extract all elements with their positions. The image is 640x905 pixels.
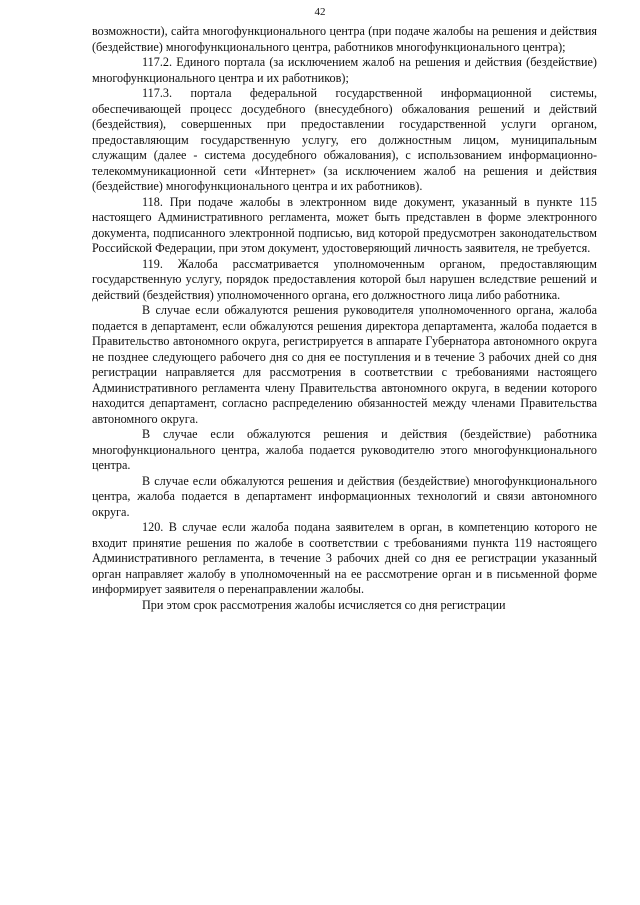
paragraph-119-case-mfc: В случае если обжалуются решения и действия (бездействие) многофункционального центра, жалоба подается в департамент информационных технологий и связи автономного округа. bbox=[92, 473, 597, 519]
paragraph-continuation: возможности), сайта многофункционального центра (при подаче жалобы на решения и действия (бездействие) многофункционального центра, работников многофункционального центра); bbox=[92, 24, 597, 54]
paragraph-117-3: 117.3. портала федеральной государственной информационной системы, обеспечивающей процесс досудебного (внесудебного) обжалования решений и действий (бездействия), совершенных при предоставлении государственной услуги органом, предоставляющим государственную услугу, его должностным лицом, муниципальным служащим (далее - система досудебного обжалования), с использованием информационно-телекоммуникационной сети «Интернет» (за исключением жалоб на решения и действия (бездействие) многофункционального центра и их работников). bbox=[92, 86, 597, 193]
paragraph-119-case-director: В случае если обжалуются решения руководителя уполномоченного органа, жалоба подается в департамент, если обжалуются решения директора департамента, жалоба подается в Правительство автономного округа, регистрируется в аппарате Губернатора автономного округа не позднее следующего рабочего дня со дня ее поступления и в течение 3 рабочих дней со дня регистрации направляется для рассмотрения в соответствии с требованиями настоящего Административного регламента члену Правительства автономного округа, в ведении которого находится департамент, согласно распределению обязанностей между членами Правительства автономного округа. bbox=[92, 303, 597, 426]
page-number: 42 bbox=[314, 6, 326, 18]
paragraph-120: 120. В случае если жалоба подана заявителем в орган, в компетенцию которого не входит принятие решения по жалобе в соответствии с требованиями пункта 119 настоящего Административного регламента, в течение 3 рабочих дней со дня ее регистрации указанный орган направляет жалобу в уполномоченный на ее рассмотрение орган и в письменной форме информирует заявителя о перенаправлении жалобы. bbox=[92, 520, 597, 596]
paragraph-119-case-mfc-worker: В случае если обжалуются решения и действия (бездействие) работника многофункционального центра, жалоба подается руководителю этого многофункционального центра. bbox=[92, 427, 597, 472]
paragraph-118: 118. При подаче жалобы в электронном виде документ, указанный в пункте 115 настоящего Административного регламента, может быть представлен в форме электронного документа, подписанного электронной подписью, вид которой предусмотрен законодательством Российской Федерации, при этом документ, удостоверяющий личность заявителя, не требуется. bbox=[92, 194, 597, 255]
paragraph-117-2: 117.2. Единого портала (за исключением жалоб на решения и действия (бездействие) многофункционального центра и их работников); bbox=[92, 55, 597, 85]
paragraph-119: 119. Жалоба рассматривается уполномоченным органом, предоставляющим государственную услугу, порядок предоставления которой был нарушен вследствие решений и действий (бездействия) уполномоченного органа, его должностного лица либо работника. bbox=[92, 256, 597, 302]
document-body bbox=[92, 24, 597, 613]
paragraph-120-term: При этом срок рассмотрения жалобы исчисляется со дня регистрации bbox=[142, 597, 506, 612]
